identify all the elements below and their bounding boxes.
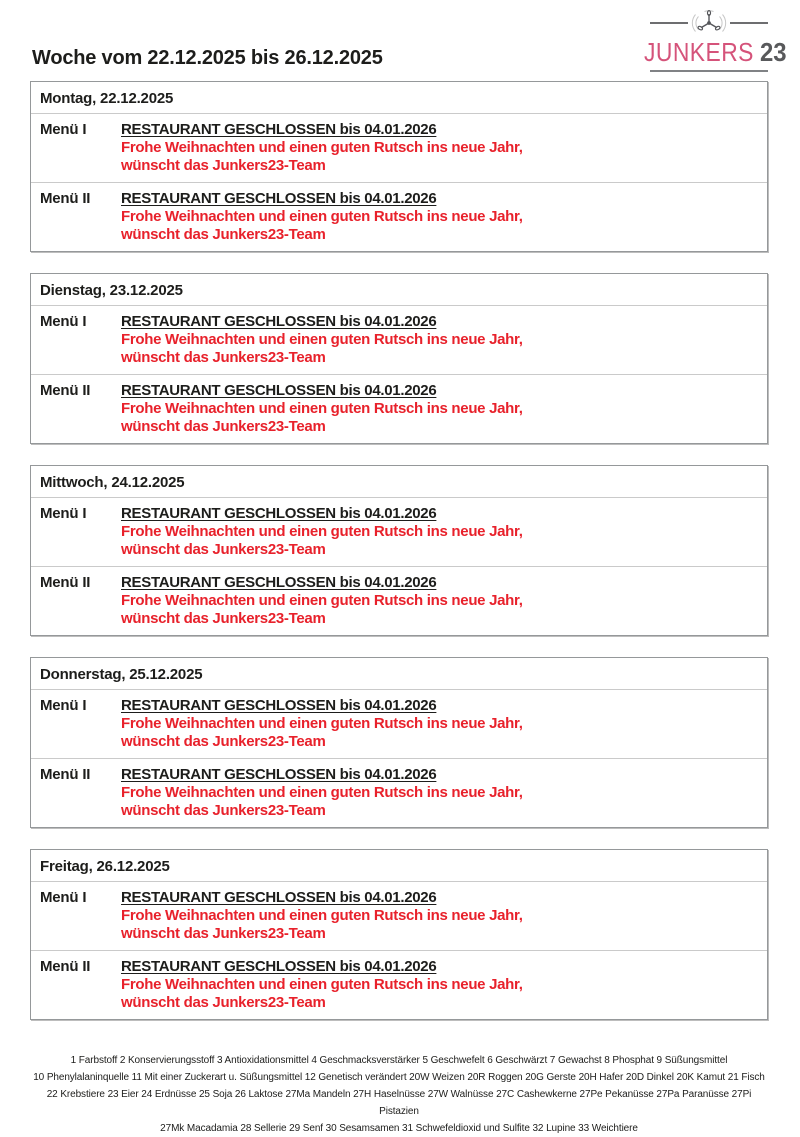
allergen-legend-line: 10 Phenylalaninquelle 11 Mit einer Zuckerart u. Süßungsmittel 12 Genetisch verändert 20W Weizen 20R Roggen 20G Gerste 20H Hafer 20D Dinkel 20K Kamut 21 Fisch xyxy=(33,1072,765,1083)
menu-row xyxy=(31,758,767,827)
menu-row xyxy=(31,182,767,251)
day-header xyxy=(31,466,767,498)
day-card xyxy=(30,81,768,252)
menu-note-line: wünscht das Junkers23-Team xyxy=(121,733,326,750)
menu-closed-title: RESTAURANT GESCHLOSSEN bis 04.01.2026 xyxy=(121,382,437,399)
menu-note-line: Frohe Weihnachten und einen guten Rutsch ins neue Jahr, xyxy=(121,523,523,540)
menu-note-line: Frohe Weihnachten und einen guten Rutsch ins neue Jahr, xyxy=(121,907,523,924)
day-menus xyxy=(31,882,767,1019)
menu-label: Menü II xyxy=(40,574,91,591)
day-list xyxy=(30,81,768,1020)
day-menus xyxy=(31,306,767,443)
menu-label: Menü I xyxy=(40,121,87,138)
menu-content xyxy=(121,312,758,367)
allergen-legend-line: 27Mk Macadamia 28 Sellerie 29 Senf 30 Sesamsamen 31 Schwefeldioxid und Sulfite 32 Lupine 33 Weichtiere xyxy=(160,1123,638,1134)
menu-label: Menü I xyxy=(40,889,87,906)
day-card xyxy=(30,273,768,444)
menu-label: Menü I xyxy=(40,697,87,714)
allergen-legend-line: 1 Farbstoff 2 Konservierungsstoff 3 Antioxidationsmittel 4 Geschmacksverstärker 5 Geschwefelt 6 Geschwärzt 7 Gewachst 8 Phosphat 9 Süßungsmittel xyxy=(70,1055,728,1066)
day-title: Mittwoch, 24.12.2025 xyxy=(40,474,185,491)
menu-note-line: wünscht das Junkers23-Team xyxy=(121,994,326,1011)
menu-note-line: wünscht das Junkers23-Team xyxy=(121,925,326,942)
day-header xyxy=(31,274,767,306)
menu-note-line: Frohe Weihnachten und einen guten Rutsch ins neue Jahr, xyxy=(121,331,523,348)
menu-note-line: Frohe Weihnachten und einen guten Rutsch ins neue Jahr, xyxy=(121,715,523,732)
menu-content xyxy=(121,504,758,559)
logo-rule-right xyxy=(730,22,768,24)
menu-note-line: Frohe Weihnachten und einen guten Rutsch ins neue Jahr, xyxy=(121,400,523,417)
day-menus xyxy=(31,114,767,251)
menu-label: Menü II xyxy=(40,190,91,207)
menu-row xyxy=(31,566,767,635)
logo-rule-left xyxy=(650,22,688,24)
menu-closed-title: RESTAURANT GESCHLOSSEN bis 04.01.2026 xyxy=(121,505,437,522)
day-header xyxy=(31,658,767,690)
menu-row xyxy=(31,306,767,374)
logo-underline xyxy=(650,70,768,72)
menu-note-line: wünscht das Junkers23-Team xyxy=(121,541,326,558)
menu-note-line: Frohe Weihnachten und einen guten Rutsch ins neue Jahr, xyxy=(121,139,523,156)
menu-row xyxy=(31,882,767,950)
menu-label: Menü II xyxy=(40,382,91,399)
menu-note-line: wünscht das Junkers23-Team xyxy=(121,226,326,243)
menu-row xyxy=(31,498,767,566)
menu-row xyxy=(31,690,767,758)
menu-label: Menü II xyxy=(40,766,91,783)
day-title: Freitag, 26.12.2025 xyxy=(40,858,170,875)
menu-note-line: wünscht das Junkers23-Team xyxy=(121,610,326,627)
menu-content xyxy=(121,765,758,820)
menu-closed-title: RESTAURANT GESCHLOSSEN bis 04.01.2026 xyxy=(121,574,437,591)
menu-note-line: wünscht das Junkers23-Team xyxy=(121,418,326,435)
allergen-legend xyxy=(30,1052,768,1137)
menu-content xyxy=(121,957,758,1012)
logo-text xyxy=(643,37,788,67)
logo-number-text: 23 xyxy=(760,37,788,67)
menu-closed-title: RESTAURANT GESCHLOSSEN bis 04.01.2026 xyxy=(121,889,437,906)
menu-row xyxy=(31,374,767,443)
menu-closed-title: RESTAURANT GESCHLOSSEN bis 04.01.2026 xyxy=(121,958,437,975)
day-card xyxy=(30,465,768,636)
day-title: Donnerstag, 25.12.2025 xyxy=(40,666,203,683)
menu-note-line: Frohe Weihnachten und einen guten Rutsch ins neue Jahr, xyxy=(121,208,523,225)
day-header xyxy=(31,850,767,882)
menu-closed-title: RESTAURANT GESCHLOSSEN bis 04.01.2026 xyxy=(121,121,437,138)
menu-closed-title: RESTAURANT GESCHLOSSEN bis 04.01.2026 xyxy=(121,313,437,330)
day-header xyxy=(31,82,767,114)
menu-note-line: Frohe Weihnachten und einen guten Rutsch ins neue Jahr, xyxy=(121,784,523,801)
menu-closed-title: RESTAURANT GESCHLOSSEN bis 04.01.2026 xyxy=(121,766,437,783)
allergen-legend-line: 22 Krebstiere 23 Eier 24 Erdnüsse 25 Soja 26 Laktose 27Ma Mandeln 27H Haselnüsse 27W Walnüsse 27C Cashewkerne 27Pe Pekanüsse 27Pa Paranüsse 27Pi Pistazien xyxy=(46,1089,752,1117)
menu-note-line: Frohe Weihnachten und einen guten Rutsch ins neue Jahr, xyxy=(121,976,523,993)
menu-label: Menü I xyxy=(40,505,87,522)
menu-label: Menü I xyxy=(40,313,87,330)
day-menus xyxy=(31,690,767,827)
menu-content xyxy=(121,696,758,751)
menu-note-line: wünscht das Junkers23-Team xyxy=(121,349,326,366)
menu-closed-title: RESTAURANT GESCHLOSSEN bis 04.01.2026 xyxy=(121,697,437,714)
junkers23-logo xyxy=(643,8,788,72)
menu-note-line: Frohe Weihnachten und einen guten Rutsch ins neue Jahr, xyxy=(121,592,523,609)
menu-row xyxy=(31,950,767,1019)
logo-brand-text: JUNKERS xyxy=(643,37,754,67)
menu-note-line: wünscht das Junkers23-Team xyxy=(121,802,326,819)
propeller-icon xyxy=(690,8,728,38)
menu-content xyxy=(121,888,758,943)
day-title: Dienstag, 23.12.2025 xyxy=(40,282,183,299)
menu-content xyxy=(121,120,758,175)
menu-note-line: wünscht das Junkers23-Team xyxy=(121,157,326,174)
menu-label: Menü II xyxy=(40,958,91,975)
menu-content xyxy=(121,381,758,436)
menu-closed-title: RESTAURANT GESCHLOSSEN bis 04.01.2026 xyxy=(121,190,437,207)
logo-top xyxy=(650,8,768,38)
document-header xyxy=(30,8,788,72)
menu-content xyxy=(121,573,758,628)
day-card xyxy=(30,657,768,828)
menu-row xyxy=(31,114,767,182)
day-title: Montag, 22.12.2025 xyxy=(40,90,174,107)
menu-content xyxy=(121,189,758,244)
day-card xyxy=(30,849,768,1020)
day-menus xyxy=(31,498,767,635)
page-title: Woche vom 22.12.2025 bis 26.12.2025 xyxy=(32,47,383,69)
